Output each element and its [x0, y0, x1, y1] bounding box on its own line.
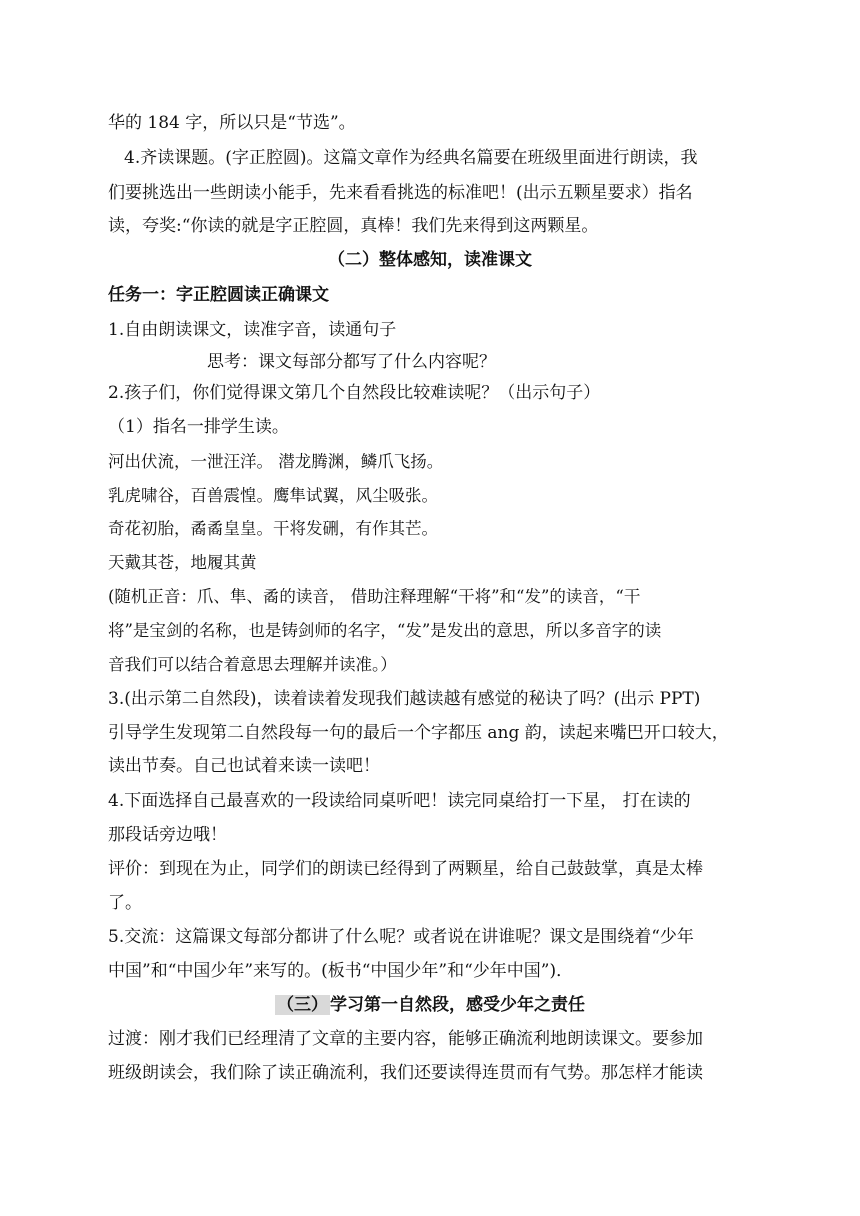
section-heading — [0, 993, 860, 1017]
text-line: （1）指名一排学生读。 — [108, 417, 289, 437]
text-line: 评价：到现在为止，同学们的朗读已经得到了两颗星，给自己鼓鼓掌，真是太棒 — [108, 859, 703, 879]
text-line: 2.孩子们，你们觉得课文第几个自然段比较难读呢？（出示句子） — [108, 383, 601, 403]
text-line: 们要挑选出一些朗读小能手，先来看看挑选的标准吧！(出示五颗星要求）指名 — [108, 183, 693, 203]
text-line: 4.下面选择自己最喜欢的一段读给同桌听吧！读完同桌给打一下星， 打在读的 — [108, 791, 691, 811]
text-line: 5.交流：这篇课文每部分都讲了什么呢？或者说在讲谁呢？课文是围绕着“少年 — [108, 927, 694, 947]
text-line: 读，夸奖:“你读的就是字正腔圆，真棒！我们先来得到这两颗星。 — [108, 216, 599, 236]
note-line: 将”是宝剑的名称，也是铸剑师的名字，“发”是发出的意思，所以多音字的读 — [108, 621, 662, 640]
text-line: 过渡：刚才我们已经理清了文章的主要内容，能够正确流利地朗读课文。要参加 — [108, 1029, 703, 1049]
passage-line: 天戴其苍，地履其黄 — [108, 553, 257, 572]
heading-text: 学习第一自然段，感受少年之责任 — [330, 995, 585, 1015]
text-line: 1.自由朗读课文，读准字音，读通句子 — [108, 320, 397, 340]
text-line: 读出节奏。自己也试着来读一读吧！ — [108, 756, 380, 776]
text-line: 思考：课文每部分都写了什么内容呢？ — [207, 352, 496, 372]
task-heading: 任务一：字正腔圆读正确课文 — [108, 285, 329, 305]
passage-line: 奇花初胎，矞矞皇皇。干将发硎，有作其芒。 — [108, 519, 438, 538]
text-line: 班级朗读会，我们除了读正确流利，我们还要读得连贯而有气势。那怎样才能读 — [108, 1063, 703, 1083]
highlighted-number: （三） — [277, 995, 328, 1015]
text-line: 华的 184 字，所以只是“节选”。 — [108, 113, 356, 133]
note-line: 音我们可以结合着意思去理解并读准。） — [108, 655, 397, 674]
passage-line: 乳虎啸谷，百兽震惶。鹰隼试翼，风尘吸张。 — [108, 486, 438, 505]
text-line: 引导学生发现第二自然段每一句的最后一个字都压 ang 韵，读起来嘴巴开口较大， — [108, 723, 729, 743]
text-line: 中国”和“中国少年”来写的。(板书“中国少年”和“少年中国”)． — [108, 961, 574, 981]
passage-line: 河出伏流，一泄汪洋。 潜龙腾渊，鳞爪飞扬。 — [108, 452, 444, 471]
note-line: (随机正音：爪、隼、矞的读音， 借助注释理解“干将”和“发”的读音，“干 — [108, 587, 641, 606]
text-line: 3.(出示第二自然段)，读着读着发现我们越读越有感觉的秘诀了吗？(出示 PPT) — [108, 689, 701, 709]
text-line: 4.齐读课题。(字正腔圆)。这篇文章作为经典名篇要在班级里面进行朗读，我 — [124, 148, 698, 168]
text-line: 了。 — [108, 893, 142, 913]
text-line: 那段话旁边哦！ — [108, 825, 227, 845]
section-heading: （二）整体感知，读准课文 — [328, 250, 532, 270]
